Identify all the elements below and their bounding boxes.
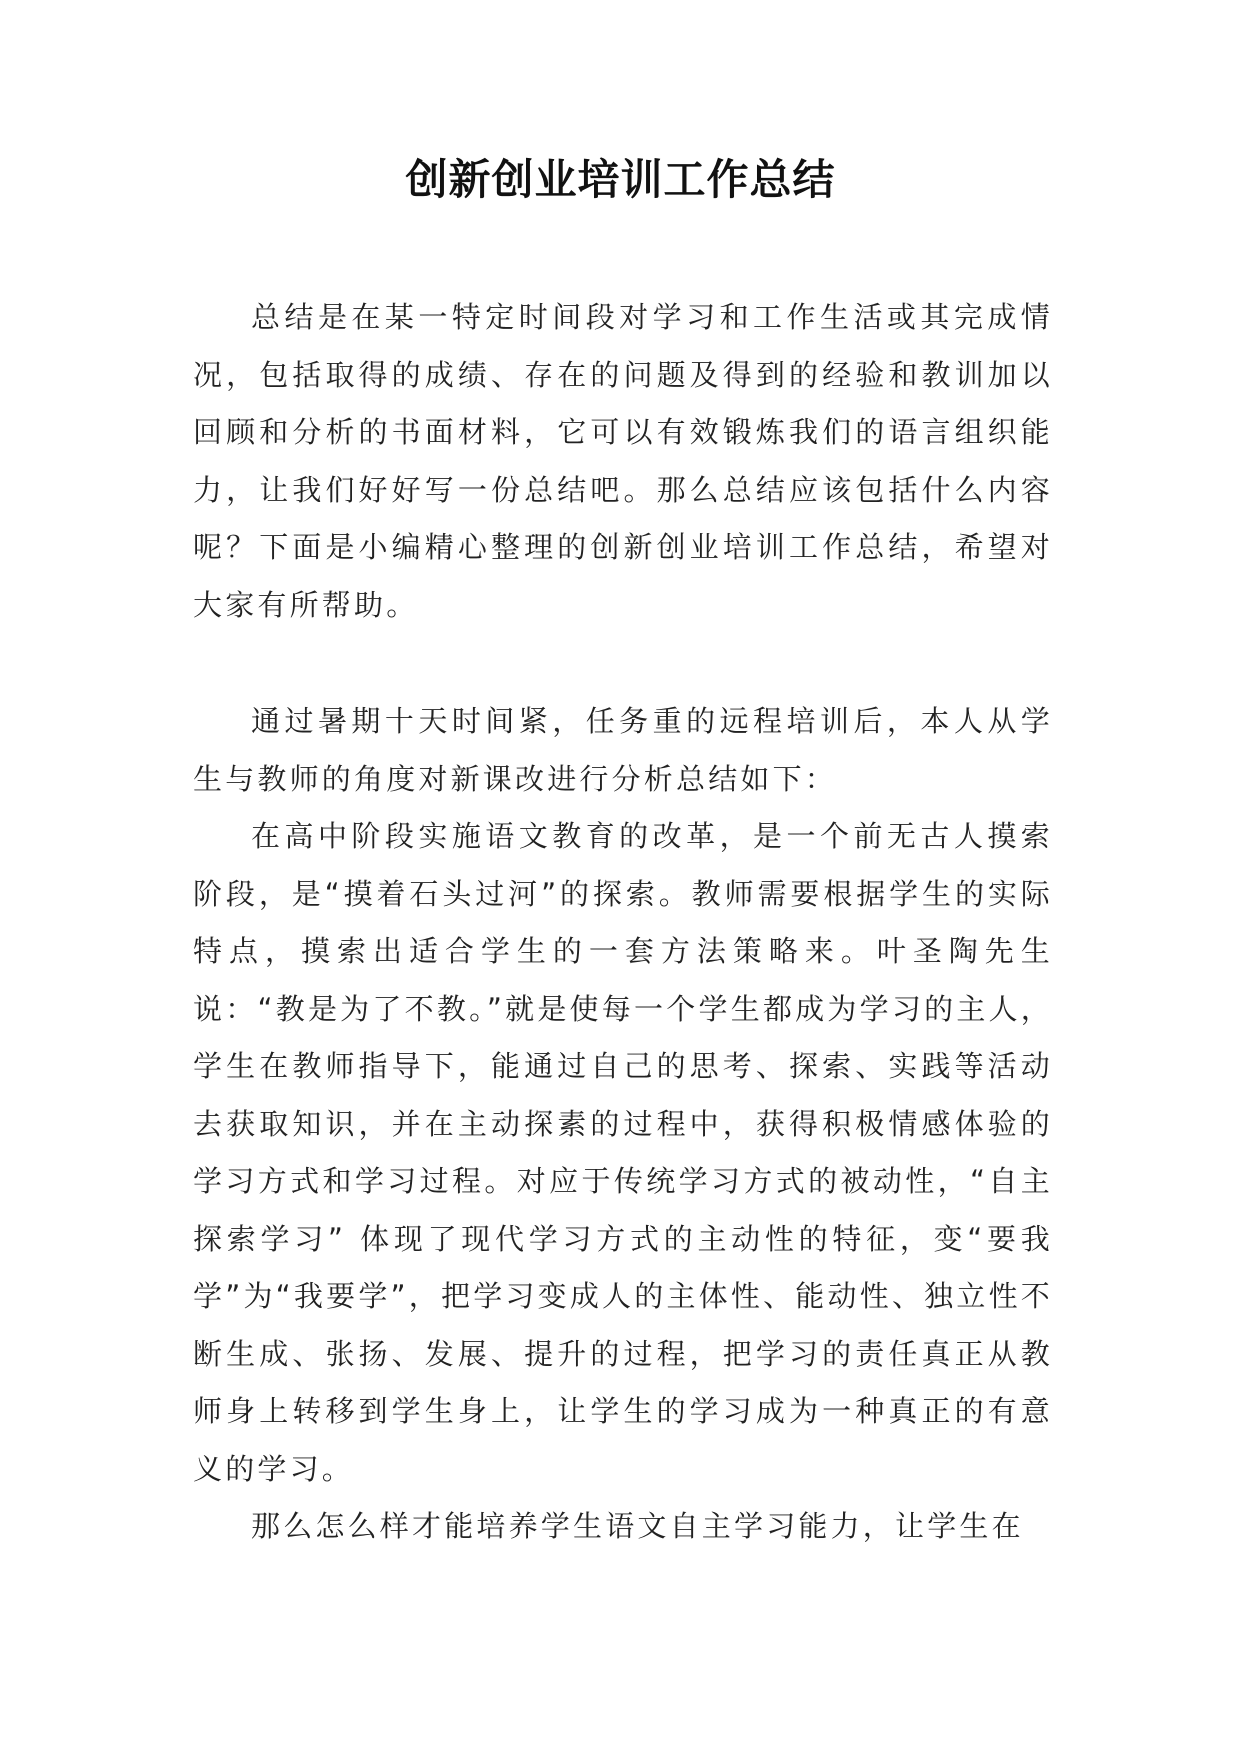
body-paragraph-1: 通过暑期十天时间紧，任务重的远程培训后，本人从学生与教师的角度对新课改进行分析总结如下： — [193, 704, 1053, 796]
body-paragraph-2: 在高中阶段实施语文教育的改革，是一个前无古人摸索阶段，是“摸着石头过河”的探索。教师需要根据学生的实际特点，摸索出适合学生的一套方法策略来。叶圣陶先生说：“教是为了不教。”就是使每一个学生都成为学习的主人，学生在教师指导下，能通过自己的思考、探索、实践等活动去获取知识，并在主动探素的过程中，获得积极情感体验的学习方式和学习过程。对应于传统学习方式的被动性，“自主探索学习” 体现了现代学习方式的主动性的特征，变“要我学”为“我要学”，把学习变成人的主体性、能动性、独立性不断生成、张扬、发展、提升的过程，把学习的责任真正从教师身上转移到学生身上，让学生的学习成为一种真正的有意义的学习。 — [193, 819, 1053, 1486]
main-section — [193, 693, 1053, 1556]
body-paragraph-3: 那么怎么样才能培养学生语文自主学习能力，让学生在 — [251, 1509, 1024, 1543]
intro-paragraph: 总结是在某一特定时间段对学习和工作生活或其完成情况，包括取得的成绩、存在的问题及得到的经验和教训加以回顾和分析的书面材料，它可以有效锻炼我们的语言组织能力，让我们好好写一份总结吧。那么总结应该包括什么内容呢？下面是小编精心整理的创新创业培训工作总结，希望对大家有所帮助。 — [193, 300, 1053, 622]
document-title: 创新创业培训工作总结 — [405, 155, 836, 204]
intro-section — [193, 289, 1053, 634]
